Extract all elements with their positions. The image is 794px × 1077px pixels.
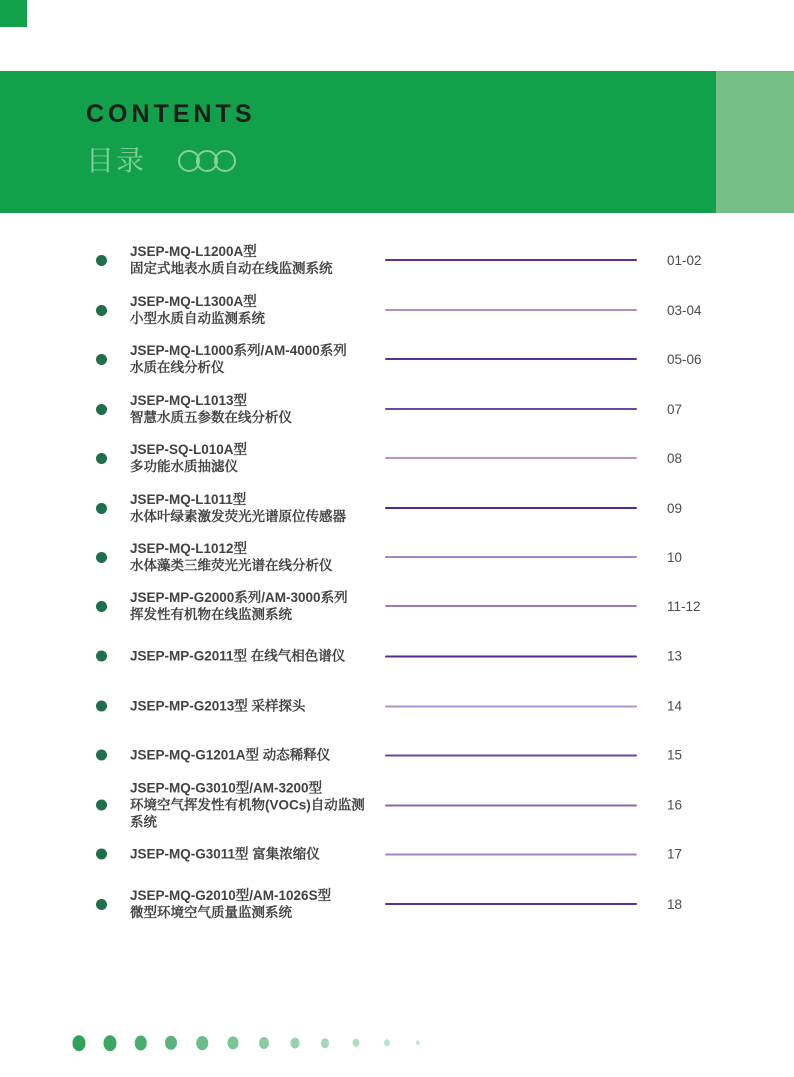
- page-number: 08: [667, 450, 683, 466]
- entry-title-line: JSEP-MQ-L1012型: [130, 541, 248, 556]
- toc-entry: [88, 293, 706, 327]
- entry-title-line: 环境空气挥发性有机物(VOCs)自动监测: [130, 797, 365, 813]
- entry-title-line: JSEP-MQ-L1000系列/AM-4000系列: [130, 343, 347, 358]
- bullet-icon: [96, 404, 107, 415]
- entry-title-line: JSEP-MP-G2013型 采样探头: [130, 698, 306, 714]
- entry-title-line: 微型环境空气质量监测系统: [130, 905, 292, 920]
- contents-title-en: CONTENTS: [86, 100, 256, 128]
- bullet-icon: [96, 701, 107, 712]
- entry-title: [130, 540, 385, 574]
- bullet-icon: [96, 651, 107, 662]
- entry-title-line: JSEP-MQ-G2010型/AM-1026S型: [130, 888, 332, 903]
- entry-title: [130, 648, 385, 665]
- entry-title-line: 系统: [130, 814, 157, 830]
- contents-title-zh: 目录: [86, 145, 147, 176]
- leader-line: [385, 655, 637, 657]
- page-number: 09: [667, 500, 683, 516]
- entry-title-line: JSEP-MQ-L1300A型: [130, 294, 257, 309]
- bullet-icon: [96, 453, 107, 464]
- toc-entry: [88, 846, 706, 863]
- bullet-icon: [96, 305, 107, 316]
- entry-title: [130, 491, 385, 525]
- entry-title-line: 小型水质自动监测系统: [130, 311, 265, 326]
- bullet-icon: [96, 255, 107, 266]
- bullet-icon: [96, 601, 107, 612]
- bullet-icon: [96, 899, 107, 910]
- page-number: 16: [667, 797, 683, 813]
- entry-title: [130, 698, 385, 715]
- entry-title: [130, 342, 385, 376]
- leader-line: [385, 408, 637, 410]
- toc-entry: [88, 243, 706, 277]
- leader-line: [385, 309, 637, 311]
- entry-title: [130, 392, 385, 426]
- page-number: 11-12: [667, 598, 701, 614]
- bullet-icon: [96, 503, 107, 514]
- toc-entry: [88, 887, 706, 921]
- bullet-icon: [96, 849, 107, 860]
- entry-title-line: 多功能水质抽滤仪: [130, 459, 238, 474]
- leader-line: [385, 804, 637, 806]
- entry-title-line: 水质在线分析仪: [130, 360, 225, 375]
- entry-title: [130, 780, 385, 831]
- leader-line: [385, 358, 637, 360]
- entry-title-line: JSEP-SQ-L010A型: [130, 442, 248, 457]
- entry-title: [130, 589, 385, 623]
- entry-title: [130, 243, 385, 277]
- page-number: 18: [667, 896, 683, 912]
- toc-entry: [88, 648, 706, 665]
- page-number: 14: [667, 698, 683, 714]
- leader-line: [385, 259, 637, 261]
- leader-line: [385, 853, 637, 855]
- leader-line: [385, 605, 637, 607]
- entry-title-line: 挥发性有机物在线监测系统: [130, 607, 292, 622]
- page-number: 01-02: [667, 252, 702, 268]
- toc-entry: [88, 392, 706, 426]
- leader-line: [385, 754, 637, 756]
- entry-title-line: JSEP-MQ-L1200A型: [130, 244, 257, 259]
- entry-title-line: JSEP-MQ-G3010型/AM-3200型: [130, 780, 323, 796]
- toc-entry: [88, 589, 706, 623]
- bullet-icon: [96, 552, 107, 563]
- entry-title-line: JSEP-MQ-G3011型 富集浓缩仪: [130, 846, 320, 862]
- entry-title-line: 水体叶绿素激发荧光光谱原位传感器: [130, 509, 346, 524]
- page-number: 05-06: [667, 351, 702, 367]
- entry-title-line: JSEP-MQ-L1013型: [130, 393, 248, 408]
- entry-title-line: JSEP-MP-G2000系列/AM-3000系列: [130, 590, 348, 605]
- page-number: 13: [667, 648, 683, 664]
- entry-title: [130, 846, 385, 863]
- page-number: 15: [667, 747, 683, 763]
- toc-entry: [88, 698, 706, 715]
- entry-title-line: JSEP-MQ-G1201A型 动态稀释仪: [130, 747, 331, 763]
- entry-title: [130, 441, 385, 475]
- leader-line: [385, 705, 637, 707]
- toc-entry: [88, 342, 706, 376]
- page-number: 17: [667, 846, 683, 862]
- leader-line: [385, 507, 637, 509]
- toc-entry: [88, 491, 706, 525]
- page-number: 03-04: [667, 302, 702, 318]
- entry-title-line: JSEP-MP-G2011型 在线气相色谱仪: [130, 648, 346, 664]
- entry-title-line: JSEP-MQ-L1011型: [130, 492, 247, 507]
- bullet-icon: [96, 354, 107, 365]
- bullet-icon: [96, 800, 107, 811]
- leader-line: [385, 457, 637, 459]
- leader-line: [385, 903, 637, 905]
- entry-title: [130, 293, 385, 327]
- page-number: 07: [667, 401, 683, 417]
- leader-line: [385, 556, 637, 558]
- toc-entry: [88, 441, 706, 475]
- toc-entry: [88, 780, 706, 831]
- toc-entry: [88, 747, 706, 764]
- toc-entry: [88, 540, 706, 574]
- entry-title: [130, 887, 385, 921]
- entry-title: [130, 747, 385, 764]
- page-number: 10: [667, 549, 683, 565]
- entry-title-line: 智慧水质五参数在线分析仪: [130, 410, 292, 425]
- bullet-icon: [96, 750, 107, 761]
- entry-title-line: 水体藻类三维荧光光谱在线分析仪: [130, 558, 333, 573]
- entry-title-line: 固定式地表水质自动在线监测系统: [130, 261, 333, 276]
